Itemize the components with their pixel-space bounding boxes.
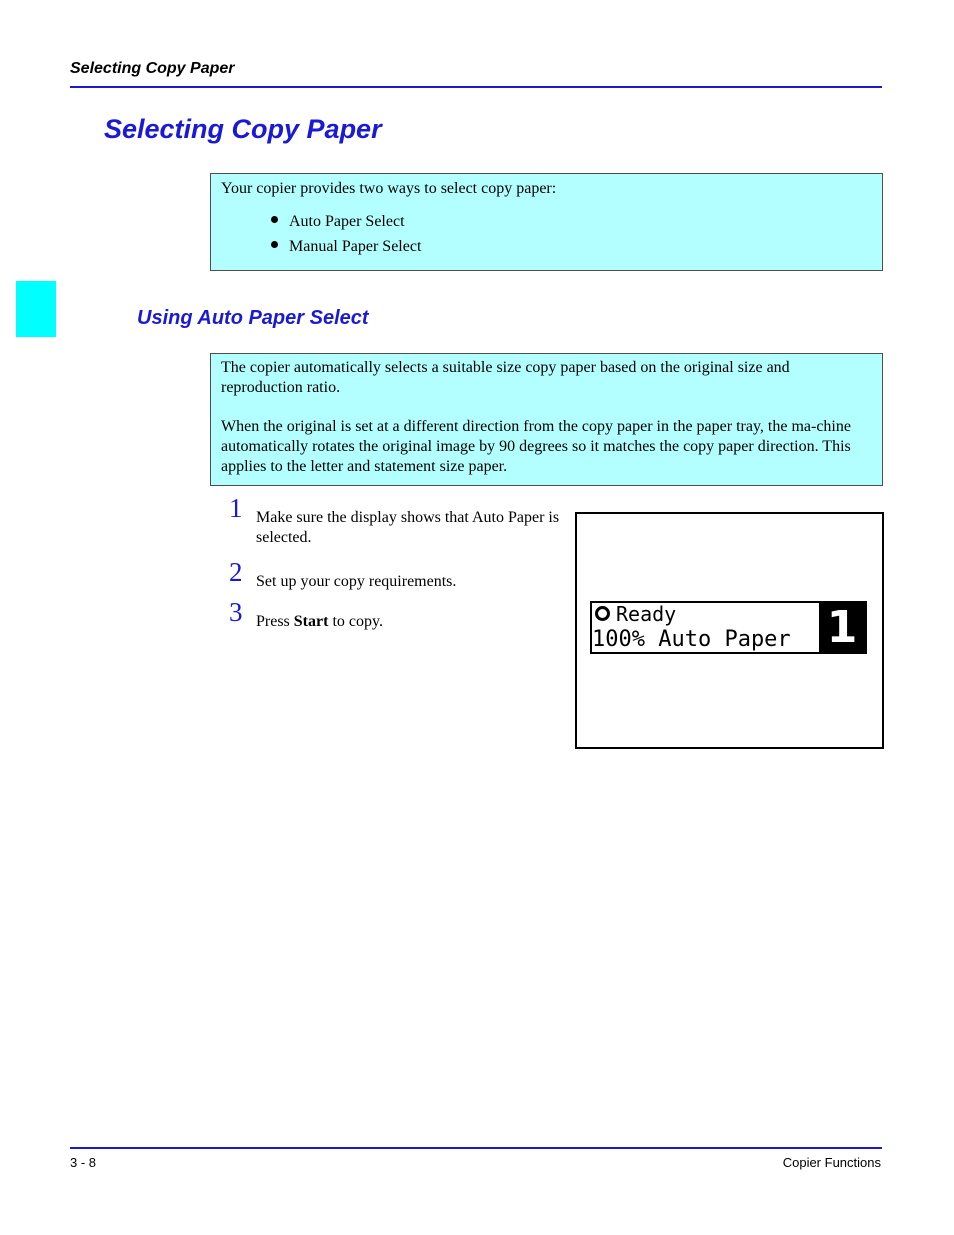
list-item: Manual Paper Select — [271, 234, 872, 259]
auto-paper-note-box — [210, 353, 883, 486]
ready-indicator-icon — [595, 606, 610, 621]
header-rule — [70, 86, 882, 88]
step-text: Press Start to copy. — [256, 613, 383, 630]
note-paragraph: When the original is set at a different direction from the copy paper in the paper tray, the ma-chine automatically rotates the original image by 90 degrees so it matches the copy paper direction. This applies to the letter and statement size paper. — [221, 418, 851, 475]
intro-note-box — [210, 173, 883, 271]
step-number: 1 — [229, 493, 243, 523]
chapter-name: Copier Functions — [782, 1155, 881, 1170]
list-item: Auto Paper Select — [271, 209, 872, 234]
intro-note-text: Your copier provides two ways to select copy paper: — [221, 180, 557, 197]
page-number: 3 - 8 — [70, 1155, 97, 1170]
running-header: Selecting Copy Paper — [70, 60, 235, 77]
step-text: Make sure the display shows that Auto Paper is selected. — [256, 509, 560, 546]
lcd-status-line: Ready — [616, 602, 677, 626]
step-number: 3 — [229, 597, 243, 627]
paper-select-methods-list — [221, 209, 872, 259]
lcd-paper-line: 100% Auto Paper — [592, 627, 791, 652]
copy-count: 1 — [819, 603, 865, 652]
note-paragraph: The copier automatically selects a suitable size copy paper based on the original size and reproduction ratio. — [221, 359, 790, 396]
page-title: Selecting Copy Paper — [104, 114, 382, 144]
step-number: 2 — [229, 557, 243, 587]
start-key-label: Start — [293, 613, 329, 630]
bullet-icon — [271, 216, 278, 223]
bullet-icon — [271, 241, 278, 248]
section-title: Using Auto Paper Select — [137, 307, 369, 329]
footer-rule — [70, 1147, 882, 1149]
lcd-display — [590, 601, 867, 654]
step-text: Set up your copy requirements. — [256, 573, 457, 590]
chapter-tab-marker — [16, 281, 56, 337]
